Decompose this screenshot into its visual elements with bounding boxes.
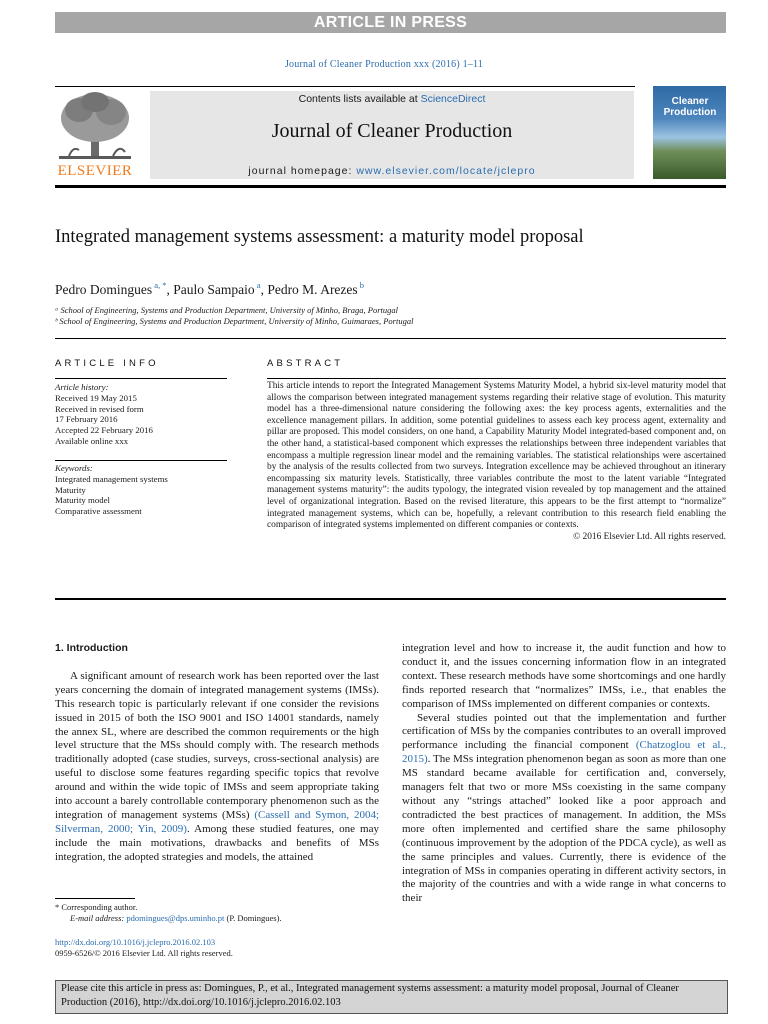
cover-title: Cleaner Production	[663, 96, 717, 118]
footnote-rule	[55, 898, 135, 899]
affiliation-b: ᵇ School of Engineering, Systems and Production Department, University of Minho, Guimaraes, Portugal	[55, 316, 414, 326]
abstract-text	[267, 381, 726, 543]
contents-line	[150, 93, 634, 105]
abstract-body: This article intends to report the Integrated Management Systems Maturity Model, a hybrid six-level maturity model that allows the comparison between integrated management systems regarding their relative stage of evolution. This maturity model has a three-dimensional nature considering the following axes: the key process agents, externalities and the excellence management pillars. In addition, some potential guidelines to assess each key process agent, externality and pillar are proposed. This model considers, on one hand, a Capability Maturity Model integrated-based component and, on the other hand, a statistical-based component which expresses the relationships between three independent variables that encompass a multiple regression linear model and the remaining variables. The statistical relationships were ascertained by the analysis of the results collected from two surveys. Integration excellence may be achieved throughout an itinerary encompassing six maturity levels. Statistically, three variables contribute the most to the latent variable “Integrated management systems maturity”: the audits typology, the integrated vision revealed by top management and the attained level of organizational integration. Based on the revised literature, this appears to be the first attempt to “normalize” integrated management systems, which can be, hopefully, a relevant contribution to this research field enabling the comparison of integrated systems implemented on different companies or contexts.	[267, 381, 726, 531]
article-history	[55, 382, 227, 447]
abstract-copyright: © 2016 Elsevier Ltd. All rights reserved.	[573, 531, 726, 542]
citation-link[interactable]: (Cassell and Symon, 2004; Silverman, 2000; Yin, 2009)	[55, 808, 380, 835]
abstract-bottom-rule	[55, 598, 726, 600]
doi-block	[55, 937, 233, 959]
article-title: Integrated management systems assessment: a maturity model proposal	[55, 227, 584, 247]
history-item: Received in revised form	[55, 403, 144, 414]
elsevier-tree-logo-icon	[55, 90, 135, 162]
email-owner: (P. Domingues).	[226, 913, 282, 923]
author-name: Pedro M. Arezes	[267, 282, 358, 297]
history-item: Available online xxx	[55, 435, 129, 446]
history-item: Received 19 May 2015	[55, 392, 137, 403]
email-note	[70, 913, 282, 924]
homepage-line	[150, 165, 634, 177]
author-affiliation-mark[interactable]: a	[256, 280, 261, 290]
article-info-heading: ARTICLE INFO	[55, 358, 159, 369]
keyword: Integrated management systems	[55, 473, 168, 484]
journal-name: Journal of Cleaner Production	[271, 120, 513, 142]
issn-line: 0959-6526/© 2016 Elsevier Ltd. All rights reserved.	[55, 948, 233, 958]
doi-link[interactable]: http://dx.doi.org/10.1016/j.jclepro.2016.02.103	[55, 937, 216, 947]
article-info-rule	[55, 378, 227, 379]
right-column	[402, 642, 726, 906]
left-column	[55, 642, 379, 865]
history-item: 17 February 2016	[55, 414, 118, 425]
abstract-rule	[267, 378, 726, 379]
abstract-heading: ABSTRACT	[267, 358, 344, 369]
affiliation-a: ᵃ School of Engineering, Systems and Production Department, University of Minho, Braga, Portugal	[55, 305, 399, 315]
citation-link[interactable]: (Chatzoglou et al., 2015)	[402, 739, 726, 766]
keyword: Comparative assessment	[55, 506, 142, 517]
homepage-link[interactable]: www.elsevier.com/locate/jclepro	[356, 165, 536, 177]
keywords-block	[55, 463, 227, 517]
contents-prefix: Contents lists available at	[298, 93, 418, 105]
article-in-press-banner: ARTICLE IN PRESS	[55, 12, 726, 33]
email-link[interactable]: pdomingues@dps.uminho.pt	[126, 913, 225, 923]
header-bottom-rule	[55, 185, 726, 188]
section-heading-introduction: 1. Introduction	[55, 642, 128, 654]
citation-notice-box: Please cite this article in press as: Domingues, P., et al., Integrated management systems assessment: a maturity model proposal, Journal of Cleaner Production (2016), http://dx.doi.org/10.1016/j.jclepro.2016.02.103	[55, 980, 728, 1014]
keywords-label: Keywords:	[55, 463, 93, 473]
sciencedirect-link[interactable]: ScienceDirect	[420, 93, 486, 105]
elsevier-wordmark: ELSEVIER	[57, 163, 133, 179]
affiliation-divider	[55, 338, 726, 339]
history-item: Accepted 22 February 2016	[55, 425, 153, 436]
keywords-rule	[55, 460, 227, 461]
journal-reference[interactable]: Journal of Cleaner Production xxx (2016) 1–11	[284, 59, 484, 70]
corresponding-author-note: * Corresponding author.	[55, 902, 138, 912]
history-label: Article history:	[55, 382, 109, 392]
author-affiliation-mark[interactable]: b	[359, 280, 365, 290]
author-name: Paulo Sampaio	[173, 282, 255, 297]
continued-paragraph: integration level and how to increase it, the audit function and how to conduct it, and the issues concerning information flow in an integrated context. These research methods have some shortcomings and one hardly finds reported research that “normalizes” IMSs, i.e., that enables the comparison of IMSs implemented on different companies or contexts.	[402, 642, 726, 710]
keyword: Maturity	[55, 484, 86, 495]
header-top-rule	[55, 86, 635, 87]
author-affiliation-mark[interactable]: a, *	[154, 280, 167, 290]
paragraph: Several studies pointed out that the implementation and further certification of MSs by the companies contributes to an overall improved performance including the financial component (Chatzoglou et al., 2015). The MSs integration phenomenon began as soon as more than one MS standard became available for certification and, conversely, managers felt that two or more MSs coexisting in the same company without any “strings attached” looked like a poor approach and contradicted the best practices of management. In addition, the MSs more often implemented and certified share the same philosophy (continuous improvement by the adoption of the PDCA cycle), as well as the same principles and values. Currently, there is evidence of the integration of MSs in companies operating in different activity sectors, in the majority of the countries and with a wide range in what concerns to their	[402, 711, 726, 905]
keyword: Maturity model	[55, 495, 110, 506]
intro-paragraph: A significant amount of research work has been reported over the last years concerning the domain of integrated management systems (IMSs). This research topic is particularly relevant if one consider the revisions issued in 2015 of both the ISO 9001 and ISO 14001 standards, namely the annex SL, where are described the common requirements or the high level structure that the MSs should comply with. The research methods traditionally adopted (case studies, surveys, cross-sectional analysis) are useful to disclose some features regarding specific topics that revolve around and within the wide topic of IMSs and seem appropriate taking into account a barely controllable contemporary phenomenon such as the integration of management systems (MSs) (Cassell and Symon, 2004; Silverman, 2000; Yin, 2009). Among these studied features, one may include the main motivations, drawbacks and benefits of MSs integration, the adopted strategies and models, the attained	[55, 669, 380, 863]
email-label: E-mail address:	[70, 913, 125, 923]
author-name: Pedro Domingues	[55, 282, 153, 297]
homepage-prefix: journal homepage:	[248, 165, 353, 177]
author-list: Pedro Domingues $^{a, *}$, Paulo Sampaio $^a$, Pedro M. Arezes $^b$	[55, 280, 365, 297]
